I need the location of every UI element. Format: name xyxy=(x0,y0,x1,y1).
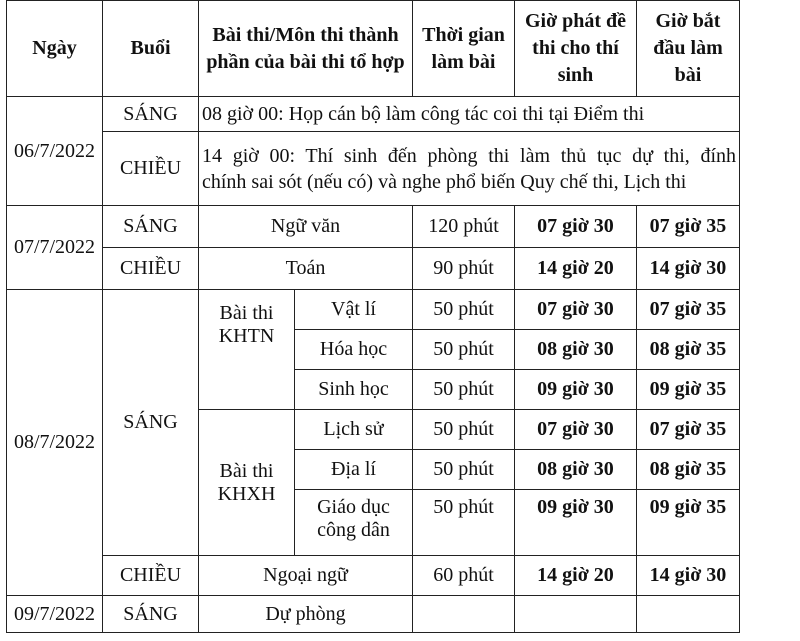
session-cell: CHIỀU xyxy=(103,132,199,206)
subject-cell: Hóa học xyxy=(295,330,413,370)
duration-cell: 50 phút xyxy=(413,450,515,490)
header-row xyxy=(7,1,740,97)
hand-out-cell: 07 giờ 30 xyxy=(515,290,637,330)
start-cell: 09 giờ 35 xyxy=(637,490,740,556)
session-cell: SÁNG xyxy=(103,97,199,132)
header-thoi-gian: Thời gian làm bài xyxy=(413,1,515,97)
group-cell: Bài thi KHTN xyxy=(199,290,295,410)
date-cell: 09/7/2022 xyxy=(7,596,103,633)
start-cell: 14 giờ 30 xyxy=(637,248,740,290)
session-cell: SÁNG xyxy=(103,596,199,633)
header-ngay: Ngày xyxy=(7,1,103,97)
duration-cell: 60 phút xyxy=(413,556,515,596)
subject-cell: Giáo dục công dân xyxy=(295,490,413,556)
duration-cell: 90 phút xyxy=(413,248,515,290)
hand-out-cell: 07 giờ 30 xyxy=(515,206,637,248)
start-cell: 08 giờ 35 xyxy=(637,450,740,490)
start-cell: 07 giờ 35 xyxy=(637,410,740,450)
hand-out-cell: 09 giờ 30 xyxy=(515,370,637,410)
date-cell: 06/7/2022 xyxy=(7,97,103,206)
subject-cell: Địa lí xyxy=(295,450,413,490)
subject-cell: Ngoại ngữ xyxy=(199,556,413,596)
exam-schedule xyxy=(6,0,740,633)
duration-cell: 50 phút xyxy=(413,370,515,410)
date-cell: 08/7/2022 xyxy=(7,290,103,596)
subject-cell: Toán xyxy=(199,248,413,290)
session-cell: SÁNG xyxy=(103,290,199,556)
hand-out-cell: 07 giờ 30 xyxy=(515,410,637,450)
duration-cell: 120 phút xyxy=(413,206,515,248)
notice-cell: 08 giờ 00: Họp cán bộ làm công tác coi thi tại Điểm thi xyxy=(199,97,740,132)
start-cell: 07 giờ 35 xyxy=(637,206,740,248)
notice-line: chính sai sót (nếu có) và nghe phổ biến Quy chế thi, Lịch thi xyxy=(202,170,687,193)
session-cell: SÁNG xyxy=(103,206,199,248)
start-cell: 07 giờ 35 xyxy=(637,290,740,330)
subject-cell: Sinh học xyxy=(295,370,413,410)
hand-out-cell: 14 giờ 20 xyxy=(515,556,637,596)
notice-cell xyxy=(199,132,740,206)
table-row xyxy=(7,290,740,330)
table-row xyxy=(7,206,740,248)
hand-out-cell: 09 giờ 30 xyxy=(515,490,637,556)
subject-cell: Ngữ văn xyxy=(199,206,413,248)
subject-cell: Lịch sử xyxy=(295,410,413,450)
start-cell xyxy=(637,596,740,633)
table-row xyxy=(7,596,740,633)
group-cell: Bài thi KHXH xyxy=(199,410,295,556)
duration-cell: 50 phút xyxy=(413,490,515,556)
exam-schedule-table xyxy=(6,0,740,633)
start-cell: 09 giờ 35 xyxy=(637,370,740,410)
subject-cell: Dự phòng xyxy=(199,596,413,633)
duration-cell: 50 phút xyxy=(413,290,515,330)
header-mon-thi: Bài thi/Môn thi thành phần của bài thi tổ hợp xyxy=(199,1,413,97)
header-gio-bat-dau: Giờ bắt đầu làm bài xyxy=(637,1,740,97)
duration-cell xyxy=(413,596,515,633)
duration-cell: 50 phút xyxy=(413,410,515,450)
hand-out-cell xyxy=(515,596,637,633)
table-row xyxy=(7,556,740,596)
start-cell: 08 giờ 35 xyxy=(637,330,740,370)
header-buoi: Buổi xyxy=(103,1,199,97)
session-cell: CHIỀU xyxy=(103,248,199,290)
subject-cell: Vật lí xyxy=(295,290,413,330)
duration-cell: 50 phút xyxy=(413,330,515,370)
start-cell: 14 giờ 30 xyxy=(637,556,740,596)
table-row xyxy=(7,248,740,290)
table-row xyxy=(7,97,740,132)
hand-out-cell: 08 giờ 30 xyxy=(515,450,637,490)
hand-out-cell: 14 giờ 20 xyxy=(515,248,637,290)
hand-out-cell: 08 giờ 30 xyxy=(515,330,637,370)
table-row xyxy=(7,132,740,206)
notice-line: 14 giờ 00: Thí sinh đến phòng thi làm thủ tục dự thi, đính xyxy=(202,144,736,167)
session-cell: CHIỀU xyxy=(103,556,199,596)
date-cell: 07/7/2022 xyxy=(7,206,103,290)
header-gio-phat-de: Giờ phát đề thi cho thí sinh xyxy=(515,1,637,97)
